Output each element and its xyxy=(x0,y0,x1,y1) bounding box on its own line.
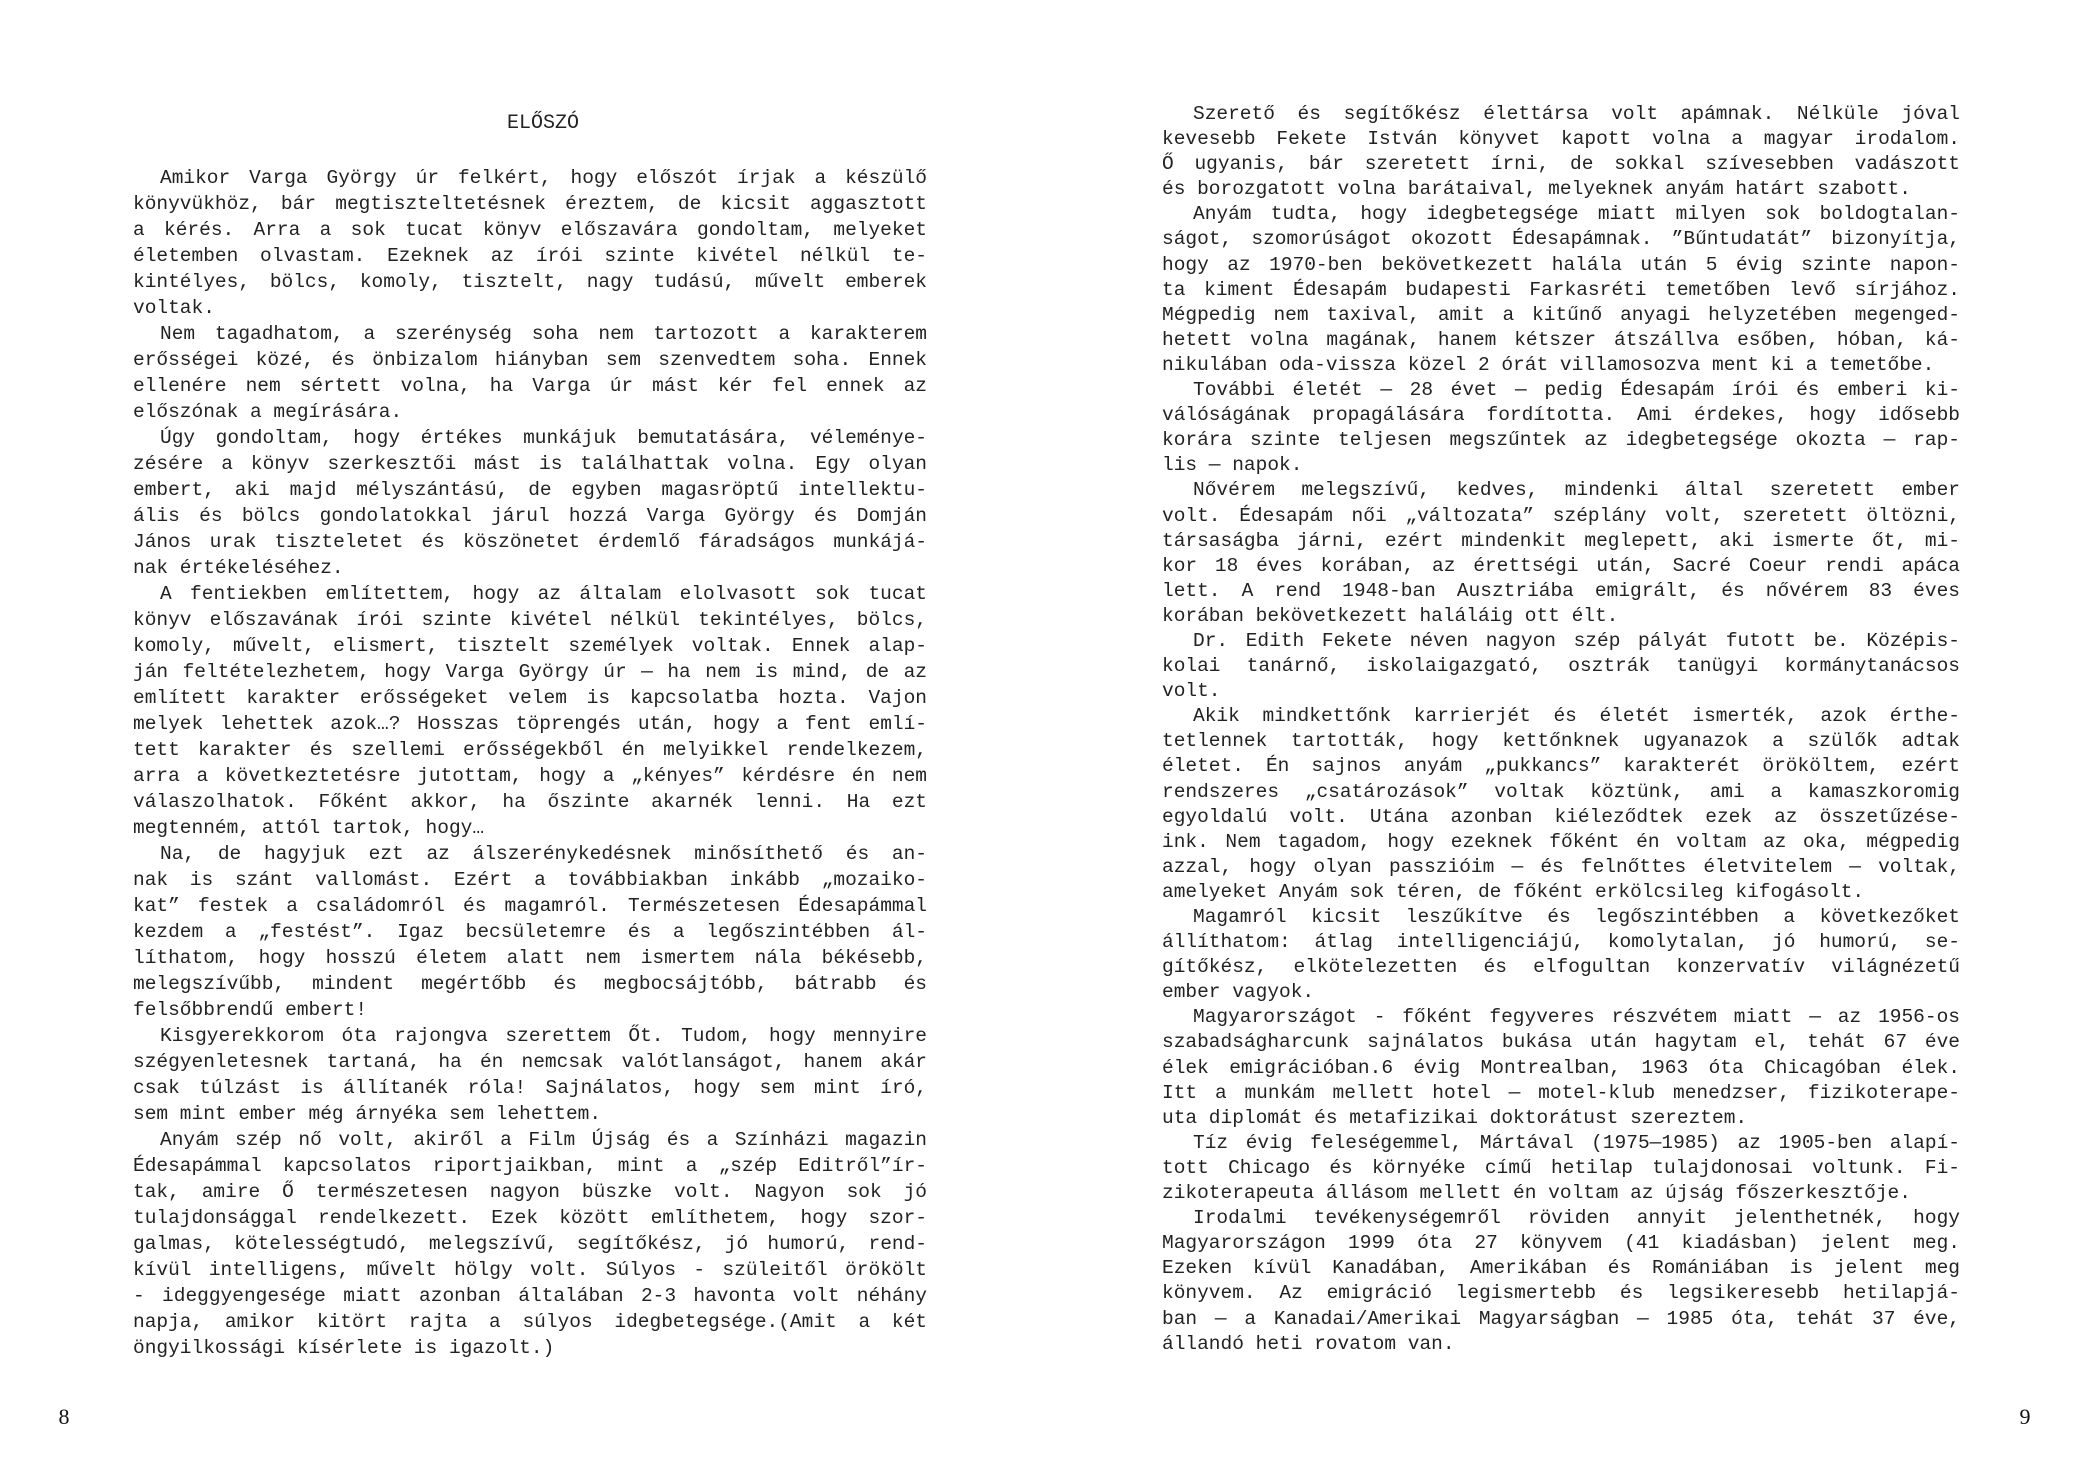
text-line: líthatom, hogy hosszú életem alatt nem ismertem nála békésebb, xyxy=(133,947,927,969)
text-line: Amikor Varga György úr felkért, hogy előszót írjak a készülő xyxy=(160,167,927,189)
text-line: hogy az 1970-ben bekövetkezett halála után 5 évig szinte napon- xyxy=(1162,253,1960,276)
text-line: Úgy gondoltam, hogy értékes munkájuk bemutatására, véleménye- xyxy=(160,427,927,449)
text-line: napja, amikor kitört rajta a súlyos idegbetegsége.(Amit a két xyxy=(133,1311,927,1333)
paragraph xyxy=(133,165,927,321)
text-line: kor 18 éves korában, az érettségi után, Sacré Coeur rendi apáca xyxy=(1162,554,1960,577)
text-line: tak, amire Ő természetesen nagyon büszke volt. Nagyon sok jó xyxy=(133,1181,927,1203)
paragraph xyxy=(1162,905,1960,1005)
text-line: életet. Én sajnos anyám „pukkancs” karakterét örököltem, ezért xyxy=(1162,755,1960,778)
paragraph xyxy=(1162,629,1960,704)
text-line: ján feltételezhetem, hogy Varga György úr — ha nem is mind, de az xyxy=(133,661,927,683)
text-line: rendszeres „csatározások” voltak köztünk, ami a kamaszkoromig xyxy=(1162,780,1960,803)
right-page-text xyxy=(1162,102,1960,1357)
text-line: és borozgatott volna barátaival, melyeknek anyám határt szabott. xyxy=(1162,178,1911,201)
text-line: válóságának propagálására fordította. Ami érdekes, hogy idősebb xyxy=(1162,404,1960,427)
text-line: egyoldalú volt. Utána azonban kiéleződtek ezek az összetűzése- xyxy=(1162,805,1960,828)
text-line: Magyarországot - főként fegyveres részvétem miatt — az 1956-os xyxy=(1193,1006,1960,1029)
text-line: lis — napok. xyxy=(1162,454,1303,477)
text-line: ban — a Kanadai/Amerikai Magyarságban — 1985 óta, tehát 37 éve, xyxy=(1162,1307,1960,1330)
text-line: ta kiment Édesapám budapesti Farkasréti temetőben levő sírjához. xyxy=(1162,278,1960,301)
text-line: élek emigrációban.6 évig Montrealban, 1963 óta Chicagóban élek. xyxy=(1162,1056,1960,1079)
text-line: kat” festek a családomról és magamról. Természetesen Édesapámmal xyxy=(133,895,927,917)
text-line: ink. Nem tagadom, hogy ezeknek főként én voltam az oka, mégpedig xyxy=(1162,830,1960,853)
text-line: Ezeken kívül Kanadában, Amerikában és Romániában is jelent meg xyxy=(1162,1257,1960,1280)
text-line: Kisgyerekkorom óta rajongva szerettem Őt. Tudom, hogy mennyire xyxy=(160,1025,927,1047)
text-line: kintélyes, bölcs, komoly, tisztelt, nagy tudású, művelt emberek xyxy=(133,271,927,293)
text-line: állandó heti rovatom van. xyxy=(1162,1332,1455,1355)
text-line: Anyám szép nő volt, akiről a Film Újság és a Színházi magazin xyxy=(160,1129,927,1151)
text-line: nikulában oda-vissza közel 2 órát villamosozva ment ki a temetőbe. xyxy=(1162,353,1935,376)
paragraph xyxy=(1162,202,1960,378)
text-line: Na, de hagyjuk ezt az álszerénykedésnek minősíthető és an- xyxy=(160,843,927,865)
page-number-right: 9 xyxy=(2019,1404,2031,1429)
text-line: csak túlzást is állítanék róla! Sajnálatos, hogy sem mint író, xyxy=(133,1077,927,1099)
text-line: felsőbbrendű embert! xyxy=(133,999,368,1021)
text-line: lett. A rend 1948-ban Ausztriába emigrált, és nővérem 83 éves xyxy=(1162,579,1960,602)
text-line: kevesebb Fekete István könyvet kapott volna a magyar irodalom. xyxy=(1162,128,1960,151)
text-line: hetett volna magának, hanem kétszer átszállva esőben, hóban, ká- xyxy=(1162,328,1960,351)
text-line: említett karakter erősségeket velem is kapcsolatba hozta. Vajon xyxy=(133,687,927,709)
paragraph xyxy=(1162,378,1960,478)
paragraph xyxy=(133,841,927,1023)
text-line: ember vagyok. xyxy=(1162,981,1315,1004)
text-line: előszónak a megírására. xyxy=(133,401,403,423)
text-line: nak értékeléséhez. xyxy=(133,557,344,579)
text-line: tett karakter és szellemi erősségekből én melyikkel rendelkezem, xyxy=(133,739,927,761)
text-line: János urak tiszteletet és köszönetet érdemlő fáradságos munkájá- xyxy=(133,531,927,553)
paragraph xyxy=(1162,704,1960,905)
text-line: komoly, művelt, elismert, tisztelt személyek voltak. Ennek alap- xyxy=(133,635,927,657)
text-line: megtenném, attól tartok, hogy… xyxy=(133,817,485,839)
text-line: nak is szánt vallomást. Ezért a továbbiakban inkább „mozaiko- xyxy=(133,869,927,891)
text-line: tetlennek tartották, hogy kettőnknek ugyanazok a szülők adtak xyxy=(1162,730,1960,753)
text-line: szégyenletesnek tartaná, ha én nemcsak valótlanságot, hanem akár xyxy=(133,1051,927,1073)
text-line: ellenére nem sértett volna, ha Varga úr mást kér fel ennek az xyxy=(133,375,927,397)
text-line: uta diplomát és metafizikai doktorátust szereztem. xyxy=(1162,1106,1748,1129)
text-line: galmas, kötelességtudó, melegszívű, segítőkész, jó humorú, rend- xyxy=(133,1233,927,1255)
paragraph xyxy=(1162,478,1960,629)
paragraph xyxy=(133,1127,927,1361)
text-line: erősségei közé, és önbizalom hiányban sem szenvedtem soha. Ennek xyxy=(133,349,927,371)
paragraph xyxy=(1162,1005,1960,1130)
paragraph xyxy=(1162,102,1960,202)
text-line: Irodalmi tevékenységemről röviden annyit jelenthetnék, hogy xyxy=(1193,1207,1960,1230)
text-line: voltak. xyxy=(133,297,215,319)
text-line: ális és bölcs gondolatokkal járul hozzá Varga György és Domján xyxy=(133,505,927,527)
text-line: könyvem. Az emigráció legismertebb és legsikeresebb hetilapjá- xyxy=(1162,1282,1960,1305)
paragraph xyxy=(133,321,927,425)
text-line: kolai tanárnő, iskolaigazgató, osztrák tanügyi kormánytanácsos xyxy=(1162,655,1960,678)
text-line: Itt a munkám mellett hotel — motel-klub menedzser, fizikoterape- xyxy=(1162,1081,1960,1104)
paragraph xyxy=(1162,1131,1960,1206)
text-line: Ő ugyanis, bár szeretett írni, de sokkal szívesebben vadászott xyxy=(1162,153,1960,176)
text-line: - ideggyengesége miatt azonban általában 2-3 havonta volt néhány xyxy=(133,1285,927,1307)
text-line: A fentiekben említettem, hogy az általam elolvasott sok tucat xyxy=(160,583,927,605)
text-line: Magamról kicsit leszűkítve és legőszintébben a következőket xyxy=(1193,906,1960,928)
text-line: gítőkész, elkötelezetten és elfogultan konzervatív világnézetű xyxy=(1162,956,1960,979)
text-line: volt. xyxy=(1162,680,1221,703)
text-line: melegszívűbb, mindent megértőbb és megbocsájtóbb, bátrabb és xyxy=(133,973,927,995)
text-line: tulajdonsággal rendelkezett. Ezek között említhetem, hogy szor- xyxy=(133,1207,927,1229)
page-number-left: 8 xyxy=(58,1404,70,1429)
text-line: Dr. Edith Fekete néven nagyon szép pályát futott be. Középis- xyxy=(1193,629,1960,652)
paragraph xyxy=(133,425,927,581)
text-line: kívül intelligens, művelt hölgy volt. Súlyos - szüleitől örökölt xyxy=(133,1259,927,1281)
text-line: ságot, szomorúságot okozott Édesapámnak. ”Bűntudatát” bizonyítja, xyxy=(1162,228,1960,251)
text-line: embert, aki majd mélyszántású, de egyben magasröptű intellektu- xyxy=(133,479,927,501)
text-line: öngyilkossági kísérlete is igazolt.) xyxy=(133,1337,555,1359)
text-line: Tíz évig feleségemmel, Mártával (1975—1985) az 1905-ben alapí- xyxy=(1193,1131,1960,1154)
text-line: zésére a könyv szerkesztői mást is találhattak volna. Egy olyan xyxy=(133,453,927,475)
text-line: Szerető és segítőkész élettársa volt apámnak. Nélküle jóval xyxy=(1193,103,1960,125)
text-line: Akik mindkettőnk karrierjét és életét ismerték, azok érthe- xyxy=(1193,705,1960,728)
text-line: volt. Édesapám női „változata” széplány volt, szeretett öltözni, xyxy=(1162,504,1960,527)
text-line: életemben olvastam. Ezeknek az írói szinte kivétel nélkül te- xyxy=(133,245,927,267)
paragraph xyxy=(1162,1206,1960,1357)
text-line: zikoterapeuta állásom mellett én voltam az újság főszerkesztője. xyxy=(1162,1182,1911,1205)
text-line: kezdem a „festést”. Igaz becsületemre és a legőszintébben ál- xyxy=(133,921,927,943)
text-line: szabadságharcunk sajnálatos bukása után hagytam el, tehát 67 éve xyxy=(1162,1031,1960,1054)
text-line: amelyeket Anyám sok téren, de főként erkölcsileg kifogásolt. xyxy=(1162,880,1865,903)
text-line: korában bekövetkezett haláláig ott élt. xyxy=(1162,604,1619,627)
page-title: ELŐSZÓ xyxy=(506,112,579,135)
text-line: Anyám tudta, hogy idegbetegsége miatt milyen sok boldogtalan- xyxy=(1193,203,1960,226)
text-line: azzal, hogy olyan passzióim — és felnőttes életvitelem — voltak, xyxy=(1162,855,1960,878)
text-line: válaszolhatok. Főként akkor, ha őszinte akarnék lenni. Ha ezt xyxy=(133,791,927,813)
text-line: Magyarországon 1999 óta 27 könyvem (41 kiadásban) jelent meg. xyxy=(1162,1232,1960,1255)
text-line: Nővérem melegszívű, kedves, mindenki által szeretett ember xyxy=(1193,479,1960,502)
left-page-text xyxy=(133,165,927,1361)
text-line: a kérés. Arra a sok tucat könyv előszavára gondoltam, melyeket xyxy=(133,219,927,241)
paragraph xyxy=(133,581,927,841)
text-line: állíthatom: átlag intelligenciájú, komolytalan, jó humorú, se- xyxy=(1162,931,1960,954)
text-line: korára szinte teljesen megszűntek az idegbetegsége okozta — rap- xyxy=(1162,429,1960,452)
text-line: tott Chicago és környéke című hetilap tulajdonosai voltunk. Fi- xyxy=(1162,1156,1960,1179)
paragraph xyxy=(133,1023,927,1127)
text-line: társaságba járni, ezért mindenkit meglepett, aki ismerte őt, mi- xyxy=(1162,529,1960,552)
text-line: sem mint ember még árnyéka sem lehettem. xyxy=(133,1103,602,1125)
text-line: További életét — 28 évet — pedig Édesapám írói és emberi ki- xyxy=(1193,379,1960,402)
text-line: melyek lehettek azok…? Hosszas töprengés után, hogy a fent emlí- xyxy=(133,713,927,735)
text-line: Nem tagadhatom, a szerénység soha nem tartozott a karakterem xyxy=(160,323,927,345)
text-line: Mégpedig nem taxival, amit a kitűnő anyagi helyzetében megenged- xyxy=(1162,303,1960,326)
text-line: könyvükhöz, bár megtiszteltetésnek éreztem, de kicsit aggasztott xyxy=(133,193,927,215)
text-line: könyv előszavának írói szinte kivétel nélkül tekintélyes, bölcs, xyxy=(133,609,927,631)
text-line: arra a következtetésre jutottam, hogy a „kényes” kérdésre én nem xyxy=(133,765,927,787)
text-line: Édesapámmal kapcsolatos riportjaikban, mint a „szép Editről”ír- xyxy=(133,1155,927,1177)
